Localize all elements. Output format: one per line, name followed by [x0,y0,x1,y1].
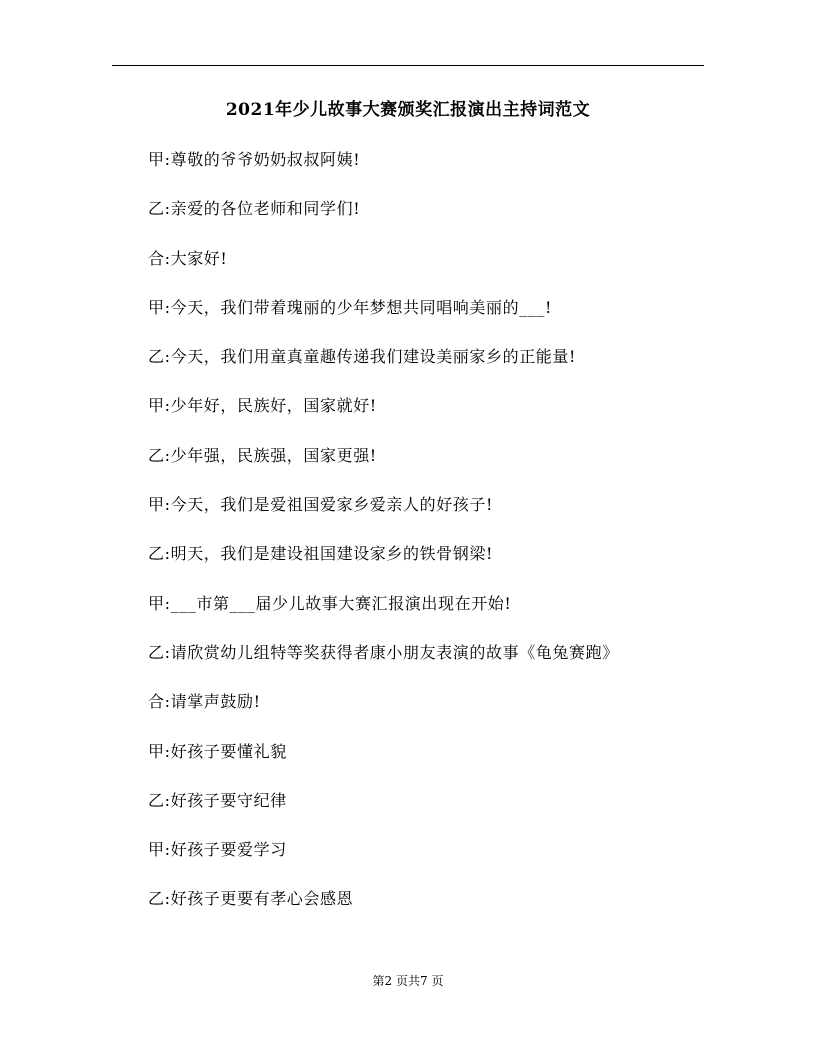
script-line: 甲:少年好，民族好，国家就好! [148,396,377,416]
header-rule [112,65,704,66]
script-line: 甲:好孩子要懂礼貌 [148,741,287,761]
script-line: 合:请掌声鼓励! [148,692,261,712]
script-line: 乙:请欣赏幼儿组特等奖获得者康小朋友表演的故事《龟兔赛跑》 [148,642,619,662]
script-line: 甲:___市第___届少儿故事大赛汇报演出现在开始! [148,593,512,613]
page-number-footer: 第2 页共7 页 [372,974,444,988]
script-lines [148,148,708,937]
document-title: 2021年少儿故事大赛颁奖汇报演出主持词范文 [225,100,591,120]
script-line: 乙:好孩子要守纪律 [148,790,287,810]
script-line: 乙:今天，我们用童真童趣传递我们建设美丽家乡的正能量! [148,347,577,367]
script-line: 乙:亲爱的各位老师和同学们! [148,199,361,219]
script-line: 合:大家好! [148,248,228,268]
script-line: 甲:好孩子要爱学习 [148,840,287,860]
script-line: 乙:明天，我们是建设祖国建设家乡的铁骨钢梁! [148,544,494,564]
script-line: 乙:好孩子更要有孝心会感恩 [148,889,354,909]
script-line: 甲:今天，我们是爱祖国爱家乡爱亲人的好孩子! [148,495,494,515]
script-line: 甲:今天，我们带着瑰丽的少年梦想共同唱响美丽的___! [148,297,553,317]
script-line: 乙:少年强，民族强，国家更强! [148,445,377,465]
script-line: 甲:尊敬的爷爷奶奶叔叔阿姨! [148,150,361,169]
